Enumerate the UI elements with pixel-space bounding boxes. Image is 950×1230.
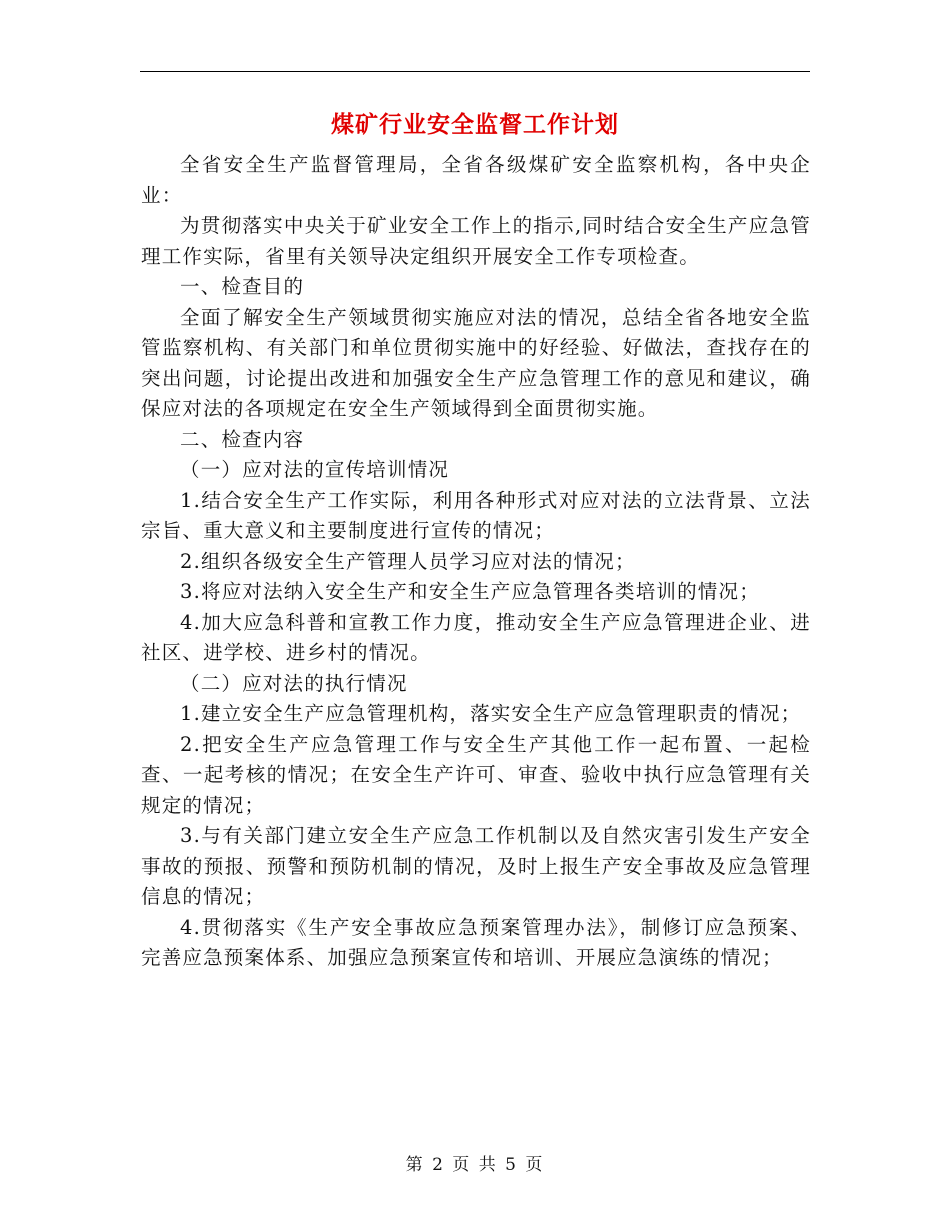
document-title: 煤矿行业安全监督工作计划 [331,111,619,138]
list-item: 3.与有关部门建立安全生产应急工作机制以及自然灾害引发生产安全事故的预报、预警和预防机制的情况，及时上报生产安全事故及应急管理信息的情况； [141,824,811,908]
list-item: 4.加大应急科普和宣教工作力度，推动安全生产应急管理进企业、进社区、进学校、进乡村的情况。 [141,610,811,664]
list-item: 3.将应对法纳入安全生产和安全生产应急管理各类培训的情况； [180,580,760,603]
list-item: 1.结合安全生产工作实际，利用各种形式对应对法的立法背景、立法宗旨、重大意义和主要制度进行宣传的情况； [141,488,811,542]
paragraph-addressees: 全省安全生产监督管理局，全省各级煤矿安全监察机构，各中央企业： [141,153,811,207]
document-body [141,150,811,974]
paragraph-intro: 为贯彻落实中央关于矿业安全工作上的指示,同时结合安全生产应急管理工作实际，省里有关领导决定组织开展安全工作专项检查。 [141,214,811,268]
subsection-heading-publicity: （一）应对法的宣传培训情况 [180,458,450,481]
paragraph-purpose: 全面了解安全生产领域贯彻实施应对法的情况，总结全省各地安全监管监察机构、有关部门和单位贯彻实施中的好经验、好做法，查找存在的突出问题，讨论提出改进和加强安全生产应急管理工作的意见和建议，确保应对法的各项规定在安全生产领域得到全面贯彻实施。 [141,305,811,420]
list-item: 1.建立安全生产应急管理机构，落实安全生产应急管理职责的情况； [180,702,802,725]
list-item: 2.把安全生产应急管理工作与安全生产其他工作一起布置、一起检查、一起考核的情况；在安全生产许可、审查、验收中执行应急管理有关规定的情况； [141,732,811,817]
list-item: 2.组织各级安全生产管理人员学习应对法的情况； [180,549,636,573]
subsection-heading-execution: （二）应对法的执行情况 [180,671,408,695]
section-heading-content: 二、检查内容 [180,427,305,451]
header-rule [140,71,810,72]
section-heading-purpose: 一、检查目的 [180,275,305,298]
list-item: 4.贯彻落实《生产安全事故应急预案管理办法》，制修订应急预案、完善应急预案体系、加强应急预案宣传和培训、开展应急演练的情况； [141,915,811,969]
page-number: 第 2 页 共 5 页 [405,1155,545,1175]
